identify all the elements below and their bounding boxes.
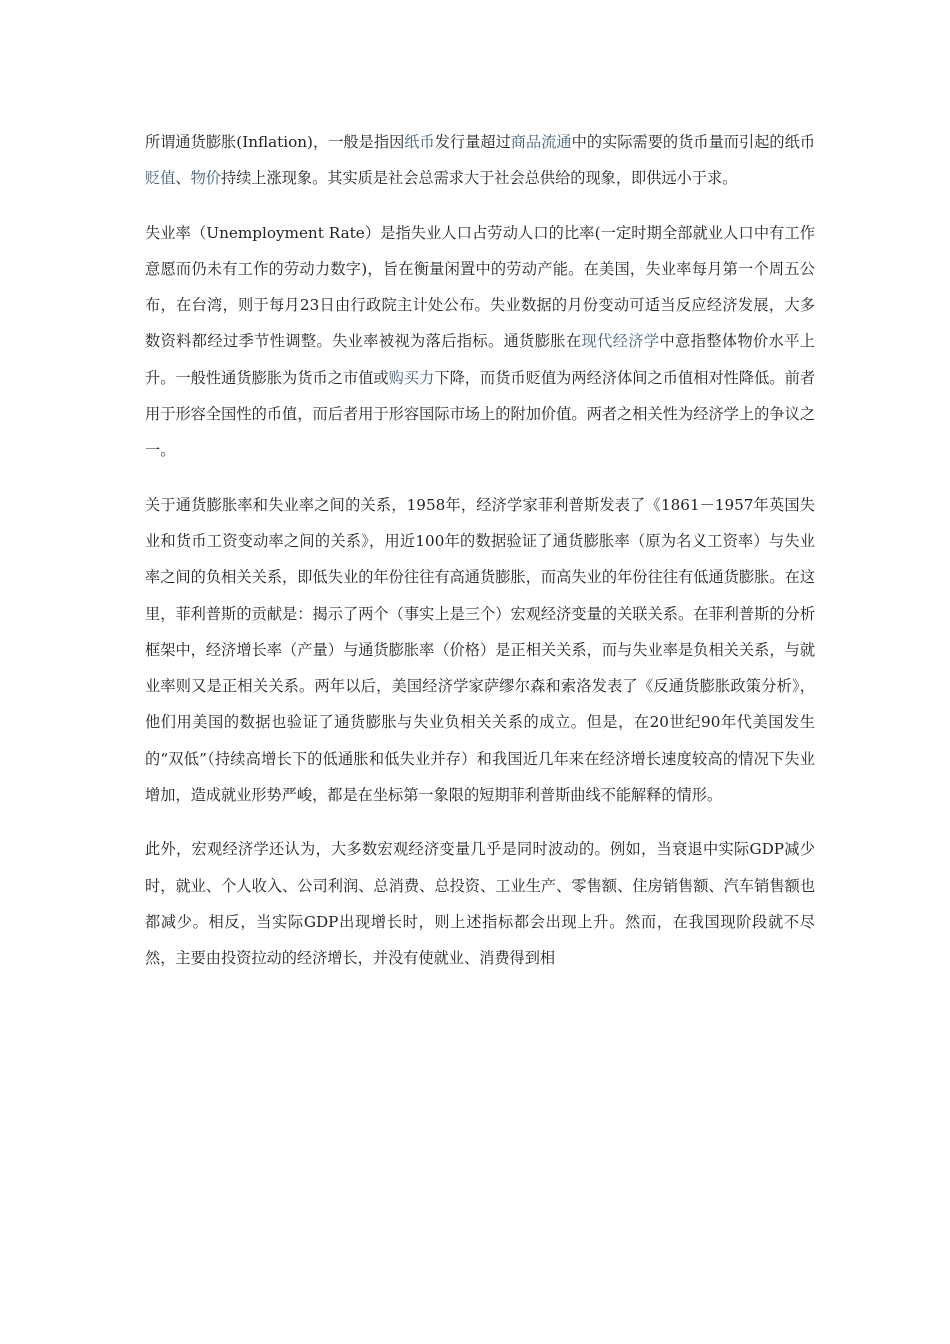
link-modern-economics[interactable]: 现代经济学: [581, 332, 660, 351]
text-run: 中的实际需要的货币量而引起的纸币: [571, 133, 816, 151]
link-depreciation[interactable]: 贬值: [145, 169, 176, 188]
document-body: [145, 124, 815, 995]
link-purchasing-power[interactable]: 购买力: [388, 368, 435, 387]
text-run: 关于通货膨胀率和失业率之间的关系，1958年，经济学家菲利普斯发表了《1861－1957年英国失业和货币工资变动率之间的关系》，用近100年的数据验证了通货膨胀率（原为名义工资率）与失业率之间的负相关关系，即低失业的年份往往有高通货膨胀，而高失业的年份往往有低通货膨胀。在这里，菲利普斯的贡献是：揭示了两个（事实上是三个）宏观经济变量的关联关系。在菲利普斯的分析框架中，经济增长率（产量）与通货膨胀率（价格）是正相关关系，而与失业率是负相关关系，与就业率则又是正相关关系。两年以后，美国经济学家萨缪尔森和索洛发表了《反通货膨胀政策分析》，他们用美国的数据也验证了通货膨胀与失业负相关关系的成立。但是，在20世纪90年代美国发生的“双低”（持续高增长下的低通胀和低失业并存）和我国近几年来在经济增长速度较高的情况下失业增加，造成就业形势严峻，都是在坐标第一象限的短期菲利普斯曲线不能解释的情形。: [145, 495, 815, 805]
link-paper-currency[interactable]: 纸币: [404, 133, 435, 151]
paragraph-inflation: [145, 124, 815, 197]
paragraph-phillips-curve: [145, 487, 815, 814]
text-run: 持续上涨现象。其实质是社会总需求大于社会总供给的现象，即供远小于求。: [220, 169, 738, 188]
paragraph-macro-variables: [145, 831, 815, 976]
paragraph-unemployment: [145, 215, 815, 469]
text-run: 下降，而货币贬值为两经济体间之币值相对性降低。前者用于形容全国性的币值，而后者用于形容国际市场上的附加价值。两者之相关性为经济学上的争议之一。: [145, 368, 816, 460]
text-run: 失业率（Unemployment Rate）是指失业人口占劳动人口的比率(一定时期全部就业人口中有工作意愿而仍未有工作的劳动力数字)，旨在衡量闲置中的劳动产能。在美国，失业率每月第一个周五公布，在台湾，则于每月23日由行政院主计处公布。失业数据的月份变动可适当反应经济发展，大多数资料都经过季节性调整。失业率被视为落后指标。通货膨胀在: [145, 223, 815, 351]
link-commodity-circulation[interactable]: 商品流通: [510, 133, 572, 151]
text-run: 、: [175, 169, 191, 188]
text-run: 中意指整体物价水平上升。一般性通货膨胀为货币之市值或: [145, 332, 816, 387]
text-run: 此外，宏观经济学还认为，大多数宏观经济变量几乎是同时波动的。例如，当衰退中实际GDP减少时，就业、个人收入、公司利润、总消费、总投资、工业生产、零售额、住房销售额、汽车销售额也都减少。相反，当实际GDP出现增长时，则上述指标都会出现上升。然而，在我国现阶段就不尽然，主要由投资拉动的经济增长，并没有使就业、消费得到相: [145, 840, 815, 968]
text-run: 所谓通货膨胀(Inflation)，一般是指因: [145, 133, 405, 151]
link-price[interactable]: 物价: [190, 169, 221, 188]
text-run: 发行量超过: [434, 133, 511, 151]
